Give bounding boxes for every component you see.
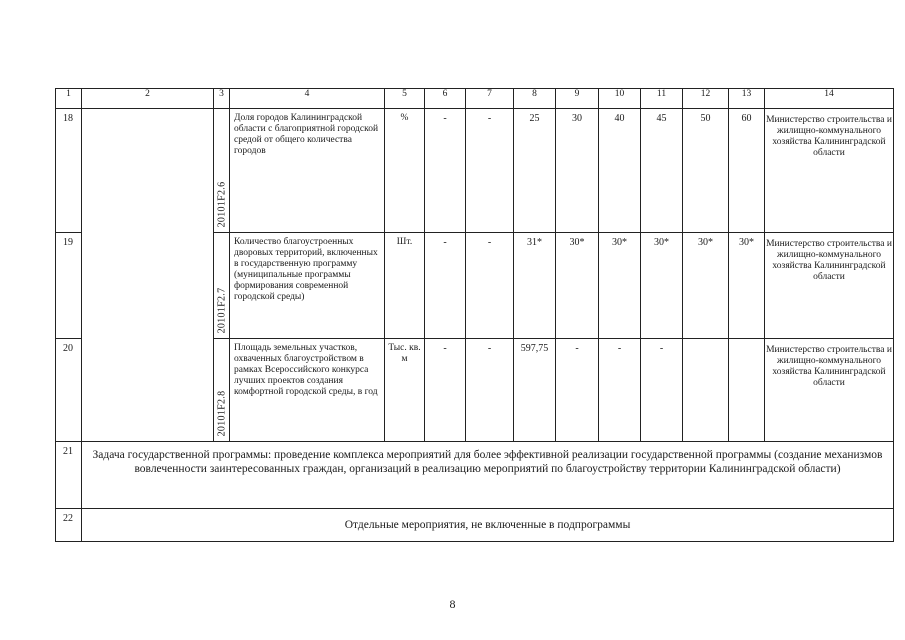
indicator-name: Площадь земельных участков, охваченных благоустройством в рамках Всероссийского конкурса лучших проектов создания комфортной городской среды, в год (230, 339, 385, 442)
indicator-value: 30* (556, 233, 599, 339)
indicator-name: Количество благоустроенных дворовых территорий, включенных в государственную программу (муниципальные программы формирования современной городской среды) (230, 233, 385, 339)
indicator-value: - (641, 339, 683, 442)
indicator-value: - (466, 233, 514, 339)
indicator-value: 30* (683, 233, 729, 339)
indicator-value: 50 (683, 109, 729, 233)
indicator-value: 40 (599, 109, 641, 233)
row-number: 20 (56, 339, 82, 442)
indicator-code-cell (214, 109, 230, 233)
responsible-executor: Министерство строительства и жилищно-коммунального хозяйства Калининградской области (765, 109, 894, 233)
indicator-value: - (425, 109, 466, 233)
column-number: 5 (385, 89, 425, 109)
indicator-value: 30 (556, 109, 599, 233)
row-number: 18 (56, 109, 82, 233)
indicator-value: - (425, 339, 466, 442)
column-number: 10 (599, 89, 641, 109)
row-number: 22 (56, 509, 82, 542)
indicator-code: 20101F2.8 (216, 390, 227, 437)
indicator-value: - (466, 339, 514, 442)
indicator-value: 60 (729, 109, 765, 233)
indicator-value: - (556, 339, 599, 442)
responsible-executor: Министерство строительства и жилищно-коммунального хозяйства Калининградской области (765, 339, 894, 442)
indicator-value: - (466, 109, 514, 233)
section-title: Отдельные мероприятия, не включенные в подпрограммы (82, 509, 894, 542)
column-number: 7 (466, 89, 514, 109)
row-number: 19 (56, 233, 82, 339)
indicator-value: - (599, 339, 641, 442)
indicator-code-cell (214, 233, 230, 339)
column-number: 1 (56, 89, 82, 109)
indicator-name: Доля городов Калининградской области с благоприятной городской средой от общего количества городов (230, 109, 385, 233)
indicator-value (729, 339, 765, 442)
column-number: 9 (556, 89, 599, 109)
column-number: 13 (729, 89, 765, 109)
section-row (56, 509, 894, 542)
indicator-code-cell (214, 339, 230, 442)
responsible-executor: Министерство строительства и жилищно-коммунального хозяйства Калининградской области (765, 233, 894, 339)
column-number-header-row (56, 89, 894, 109)
indicator-unit: Тыс. кв. м (385, 339, 425, 442)
column-number: 11 (641, 89, 683, 109)
column-number: 4 (230, 89, 385, 109)
indicator-code: 20101F2.6 (216, 181, 227, 228)
indicator-value: 30* (641, 233, 683, 339)
program-task-text: Задача государственной программы: проведение комплекса мероприятий для более эффективной реализации государственной программы (создание механизмов вовлеченности заинтересованных граждан, организаций в реализацию мероприятий по благоустройству территории Калининградской области) (82, 442, 894, 509)
column-number: 12 (683, 89, 729, 109)
indicator-value: 597,75 (514, 339, 556, 442)
indicator-value: - (425, 233, 466, 339)
task-row (56, 442, 894, 509)
indicator-value: 30* (599, 233, 641, 339)
table-row (56, 109, 894, 233)
merged-empty-cell (82, 109, 214, 442)
column-number: 2 (82, 89, 214, 109)
indicator-value: 25 (514, 109, 556, 233)
indicator-unit: Шт. (385, 233, 425, 339)
indicator-value (683, 339, 729, 442)
indicators-table (55, 88, 894, 542)
page-number: 8 (449, 597, 456, 611)
indicator-code: 20101F2.7 (216, 287, 227, 334)
column-number: 3 (214, 89, 230, 109)
column-number: 14 (765, 89, 894, 109)
row-number: 21 (56, 442, 82, 509)
column-number: 8 (514, 89, 556, 109)
indicator-unit: % (385, 109, 425, 233)
indicator-value: 30* (729, 233, 765, 339)
column-number: 6 (425, 89, 466, 109)
indicator-value: 31* (514, 233, 556, 339)
indicator-value: 45 (641, 109, 683, 233)
